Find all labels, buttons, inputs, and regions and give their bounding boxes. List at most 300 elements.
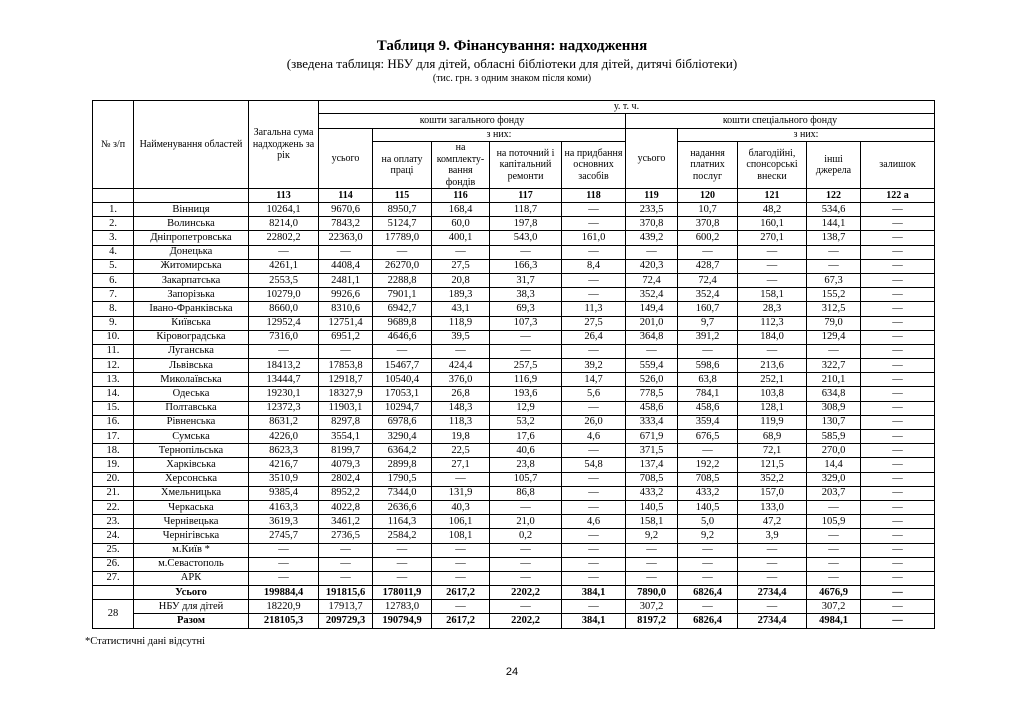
- value-cell: 149,4: [626, 302, 678, 316]
- value-cell: 458,6: [678, 401, 738, 415]
- value-cell: 107,3: [490, 316, 562, 330]
- value-cell: 48,2: [738, 203, 807, 217]
- value-cell: 12372,3: [249, 401, 319, 415]
- row-number: 8.: [93, 302, 134, 316]
- value-cell: 4,6: [562, 515, 626, 529]
- col-header-special-total: усього: [626, 129, 678, 189]
- row-number: 20.: [93, 472, 134, 486]
- value-cell: 130,7: [807, 415, 861, 429]
- row-number: 12.: [93, 359, 134, 373]
- code-cell: 121: [738, 189, 807, 203]
- value-cell: 433,2: [678, 486, 738, 500]
- footnote: *Статистичні дані відсутні: [85, 636, 206, 647]
- value-cell: 54,8: [562, 458, 626, 472]
- value-cell: —: [861, 500, 935, 514]
- value-cell: —: [861, 444, 935, 458]
- table-subtitle: (зведена таблиця: НБУ для дітей, обласні бібліотеки для дітей, дитячі бібліотеки): [286, 56, 738, 71]
- code-cell: 122: [807, 189, 861, 203]
- table-row: [93, 387, 935, 401]
- value-cell: —: [738, 273, 807, 287]
- value-cell: —: [432, 245, 490, 259]
- col-header-total: Загальна сума надходжень за рік: [249, 101, 319, 189]
- row-number: 28: [93, 600, 134, 628]
- code-cell: 116: [432, 189, 490, 203]
- value-cell: —: [678, 571, 738, 585]
- value-cell: 10264,1: [249, 203, 319, 217]
- value-cell: 252,1: [738, 373, 807, 387]
- value-cell: 424,4: [432, 359, 490, 373]
- value-cell: 8950,7: [373, 203, 432, 217]
- region-name: Житомирська: [134, 259, 249, 273]
- row-number: 9.: [93, 316, 134, 330]
- value-cell: 6942,7: [373, 302, 432, 316]
- value-cell: —: [738, 259, 807, 273]
- region-name: м.Київ *: [134, 543, 249, 557]
- value-cell: 585,9: [807, 430, 861, 444]
- value-cell: —: [861, 373, 935, 387]
- code-cell: [93, 189, 134, 203]
- value-cell: —: [432, 557, 490, 571]
- col-header-region: Найменування областей: [134, 101, 249, 189]
- value-cell: 233,5: [626, 203, 678, 217]
- value-cell: 86,8: [490, 486, 562, 500]
- value-cell: 676,5: [678, 430, 738, 444]
- value-cell: 4226,0: [249, 430, 319, 444]
- row-number: 3.: [93, 231, 134, 245]
- value-cell: —: [562, 529, 626, 543]
- region-name: Львівська: [134, 359, 249, 373]
- value-cell: 69,3: [490, 302, 562, 316]
- value-cell: 8214,0: [249, 217, 319, 231]
- value-cell: 68,9: [738, 430, 807, 444]
- value-cell: —: [861, 515, 935, 529]
- value-cell: 112,3: [738, 316, 807, 330]
- region-name: Запорізька: [134, 288, 249, 302]
- value-cell: 63,8: [678, 373, 738, 387]
- value-cell: —: [861, 387, 935, 401]
- value-cell: 203,7: [807, 486, 861, 500]
- value-cell: 27,5: [562, 316, 626, 330]
- region-name: Чернівецька: [134, 515, 249, 529]
- code-cell: 113: [249, 189, 319, 203]
- row-number: 23.: [93, 515, 134, 529]
- value-cell: —: [678, 344, 738, 358]
- value-cell: 391,2: [678, 330, 738, 344]
- value-cell: —: [738, 600, 807, 614]
- value-cell: 2636,6: [373, 500, 432, 514]
- total-row: [93, 586, 935, 600]
- value-cell: 5,0: [678, 515, 738, 529]
- value-cell: 270,1: [738, 231, 807, 245]
- value-cell: 384,1: [562, 614, 626, 628]
- value-cell: 17789,0: [373, 231, 432, 245]
- value-cell: 18327,9: [319, 387, 373, 401]
- value-cell: 312,5: [807, 302, 861, 316]
- value-cell: 4163,3: [249, 500, 319, 514]
- value-cell: —: [861, 557, 935, 571]
- value-cell: 137,4: [626, 458, 678, 472]
- table-row: [93, 330, 935, 344]
- value-cell: —: [807, 245, 861, 259]
- region-name: Дніпропетровська: [134, 231, 249, 245]
- value-cell: 19230,1: [249, 387, 319, 401]
- region-name: Харківська: [134, 458, 249, 472]
- value-cell: —: [861, 302, 935, 316]
- value-cell: —: [562, 344, 626, 358]
- value-cell: —: [562, 557, 626, 571]
- row-number: 1.: [93, 203, 134, 217]
- table-row: [93, 515, 935, 529]
- value-cell: —: [490, 571, 562, 585]
- value-cell: —: [807, 529, 861, 543]
- value-cell: 39,2: [562, 359, 626, 373]
- value-cell: 26,0: [562, 415, 626, 429]
- region-name: Рівненська: [134, 415, 249, 429]
- value-cell: 671,9: [626, 430, 678, 444]
- table-row: [93, 245, 935, 259]
- value-cell: 2802,4: [319, 472, 373, 486]
- value-cell: 131,9: [432, 486, 490, 500]
- row-number: 4.: [93, 245, 134, 259]
- value-cell: 67,3: [807, 273, 861, 287]
- value-cell: —: [626, 557, 678, 571]
- value-cell: —: [861, 571, 935, 585]
- value-cell: —: [562, 486, 626, 500]
- value-cell: 4,6: [562, 430, 626, 444]
- value-cell: —: [562, 288, 626, 302]
- table-row: [93, 401, 935, 415]
- value-cell: —: [807, 259, 861, 273]
- value-cell: 14,4: [807, 458, 861, 472]
- table-row: [93, 415, 935, 429]
- table-row: [93, 344, 935, 358]
- code-cell: 120: [678, 189, 738, 203]
- value-cell: 352,4: [626, 288, 678, 302]
- value-cell: 201,0: [626, 316, 678, 330]
- value-cell: 4216,7: [249, 458, 319, 472]
- value-cell: 12,9: [490, 401, 562, 415]
- value-cell: 12918,7: [319, 373, 373, 387]
- row-number: 24.: [93, 529, 134, 543]
- value-cell: 6826,4: [678, 586, 738, 600]
- row-number: 17.: [93, 430, 134, 444]
- value-cell: —: [562, 203, 626, 217]
- value-cell: 270,0: [807, 444, 861, 458]
- value-cell: 3461,2: [319, 515, 373, 529]
- value-cell: —: [738, 557, 807, 571]
- grand-total-label: Разом: [134, 614, 249, 628]
- value-cell: 40,3: [432, 500, 490, 514]
- value-cell: 184,0: [738, 330, 807, 344]
- page-number: 24: [505, 666, 519, 678]
- value-cell: 3,9: [738, 529, 807, 543]
- total-label: Усього: [134, 586, 249, 600]
- value-cell: 28,3: [738, 302, 807, 316]
- value-cell: 352,2: [738, 472, 807, 486]
- table-row: [93, 373, 935, 387]
- value-cell: 116,9: [490, 373, 562, 387]
- value-cell: 2202,2: [490, 586, 562, 600]
- value-cell: —: [807, 557, 861, 571]
- value-cell: 2734,4: [738, 614, 807, 628]
- value-cell: 12952,4: [249, 316, 319, 330]
- value-cell: 634,8: [807, 387, 861, 401]
- value-cell: 2584,2: [373, 529, 432, 543]
- value-cell: —: [249, 543, 319, 557]
- value-cell: 4408,4: [319, 259, 373, 273]
- value-cell: 14,7: [562, 373, 626, 387]
- value-cell: 158,1: [738, 288, 807, 302]
- value-cell: —: [319, 557, 373, 571]
- value-cell: 534,6: [807, 203, 861, 217]
- value-cell: —: [807, 571, 861, 585]
- value-cell: —: [861, 273, 935, 287]
- region-name: Черкаська: [134, 500, 249, 514]
- value-cell: —: [861, 486, 935, 500]
- value-cell: —: [562, 273, 626, 287]
- value-cell: 10540,4: [373, 373, 432, 387]
- region-name: АРК: [134, 571, 249, 585]
- value-cell: —: [678, 245, 738, 259]
- value-cell: 10279,0: [249, 288, 319, 302]
- value-cell: —: [678, 557, 738, 571]
- value-cell: 155,2: [807, 288, 861, 302]
- code-cell: 122 а: [861, 189, 935, 203]
- value-cell: 6364,2: [373, 444, 432, 458]
- value-cell: 13444,7: [249, 373, 319, 387]
- region-name: НБУ для дітей: [134, 600, 249, 614]
- value-cell: 9670,6: [319, 203, 373, 217]
- value-cell: 708,5: [626, 472, 678, 486]
- table-row: [93, 302, 935, 316]
- region-name: Херсонська: [134, 472, 249, 486]
- value-cell: —: [432, 472, 490, 486]
- value-cell: —: [373, 557, 432, 571]
- value-cell: —: [490, 557, 562, 571]
- value-cell: —: [861, 245, 935, 259]
- code-cell: 117: [490, 189, 562, 203]
- value-cell: 213,6: [738, 359, 807, 373]
- region-name: Хмельницька: [134, 486, 249, 500]
- value-cell: 9,7: [678, 316, 738, 330]
- value-cell: —: [861, 316, 935, 330]
- region-name: Закарпатська: [134, 273, 249, 287]
- value-cell: 9,2: [626, 529, 678, 543]
- value-cell: 5124,7: [373, 217, 432, 231]
- value-cell: 7344,0: [373, 486, 432, 500]
- value-cell: 108,1: [432, 529, 490, 543]
- value-cell: 39,5: [432, 330, 490, 344]
- value-cell: —: [432, 571, 490, 585]
- value-cell: 784,1: [678, 387, 738, 401]
- value-cell: —: [490, 500, 562, 514]
- value-cell: 4984,1: [807, 614, 861, 628]
- region-name: Тернопільська: [134, 444, 249, 458]
- value-cell: 559,4: [626, 359, 678, 373]
- col-header-special-fund: кошти спеціального фонду: [626, 114, 935, 129]
- value-cell: 2617,2: [432, 586, 490, 600]
- value-cell: 2734,4: [738, 586, 807, 600]
- table-row: [93, 316, 935, 330]
- region-name: м.Севастополь: [134, 557, 249, 571]
- value-cell: 257,5: [490, 359, 562, 373]
- value-cell: 10,7: [678, 203, 738, 217]
- column-codes-row: [93, 189, 935, 203]
- value-cell: —: [319, 571, 373, 585]
- value-cell: 157,0: [738, 486, 807, 500]
- value-cell: —: [490, 543, 562, 557]
- col-header-fixed-assets: на придбання основних засобів: [562, 142, 626, 189]
- value-cell: 26,8: [432, 387, 490, 401]
- value-cell: 160,7: [678, 302, 738, 316]
- value-cell: 4261,1: [249, 259, 319, 273]
- table-row: [93, 557, 935, 571]
- value-cell: 103,8: [738, 387, 807, 401]
- value-cell: 1164,3: [373, 515, 432, 529]
- value-cell: 53,2: [490, 415, 562, 429]
- row-number: 26.: [93, 557, 134, 571]
- value-cell: —: [249, 571, 319, 585]
- value-cell: 21,0: [490, 515, 562, 529]
- units-note: (тис. грн. з одним знаком після коми): [432, 73, 592, 84]
- value-cell: 4646,6: [373, 330, 432, 344]
- row-number: 21.: [93, 486, 134, 500]
- value-cell: 433,2: [626, 486, 678, 500]
- value-cell: 4676,9: [807, 586, 861, 600]
- value-cell: 105,9: [807, 515, 861, 529]
- value-cell: 72,4: [626, 273, 678, 287]
- col-header-special-of-which: з них:: [678, 129, 935, 142]
- value-cell: 193,6: [490, 387, 562, 401]
- table-row: [93, 203, 935, 217]
- value-cell: 12783,0: [373, 600, 432, 614]
- code-cell: 118: [562, 189, 626, 203]
- row-number: 27.: [93, 571, 134, 585]
- value-cell: —: [861, 359, 935, 373]
- value-cell: 191815,6: [319, 586, 373, 600]
- value-cell: —: [738, 245, 807, 259]
- value-cell: 129,4: [807, 330, 861, 344]
- value-cell: 4022,8: [319, 500, 373, 514]
- value-cell: 31,7: [490, 273, 562, 287]
- value-cell: 2745,7: [249, 529, 319, 543]
- value-cell: —: [626, 344, 678, 358]
- value-cell: 12751,4: [319, 316, 373, 330]
- value-cell: 15467,7: [373, 359, 432, 373]
- value-cell: —: [807, 500, 861, 514]
- value-cell: —: [562, 401, 626, 415]
- value-cell: —: [861, 614, 935, 628]
- value-cell: 9926,6: [319, 288, 373, 302]
- row-number: 18.: [93, 444, 134, 458]
- row-number: [93, 586, 134, 600]
- col-header-no: № з/п: [93, 101, 134, 189]
- col-header-charity: благодійні, спонсорські внески: [738, 142, 807, 189]
- value-cell: 17913,7: [319, 600, 373, 614]
- value-cell: 307,2: [626, 600, 678, 614]
- value-cell: 9385,4: [249, 486, 319, 500]
- value-cell: —: [626, 543, 678, 557]
- value-cell: 192,2: [678, 458, 738, 472]
- value-cell: —: [738, 344, 807, 358]
- value-cell: 359,4: [678, 415, 738, 429]
- value-cell: 23,8: [490, 458, 562, 472]
- value-cell: —: [249, 344, 319, 358]
- value-cell: —: [678, 543, 738, 557]
- value-cell: 2736,5: [319, 529, 373, 543]
- value-cell: —: [861, 529, 935, 543]
- row-number: 7.: [93, 288, 134, 302]
- value-cell: —: [373, 571, 432, 585]
- value-cell: 121,5: [738, 458, 807, 472]
- value-cell: 364,8: [626, 330, 678, 344]
- table-row: [93, 529, 935, 543]
- value-cell: 2202,2: [490, 614, 562, 628]
- value-cell: 209729,3: [319, 614, 373, 628]
- value-cell: 72,4: [678, 273, 738, 287]
- value-cell: —: [562, 600, 626, 614]
- table-row: [93, 259, 935, 273]
- value-cell: 8297,8: [319, 415, 373, 429]
- value-cell: 79,0: [807, 316, 861, 330]
- value-cell: 8197,2: [626, 614, 678, 628]
- region-name: Одеська: [134, 387, 249, 401]
- value-cell: 60,0: [432, 217, 490, 231]
- region-name: Донецька: [134, 245, 249, 259]
- value-cell: 17053,1: [373, 387, 432, 401]
- value-cell: —: [861, 586, 935, 600]
- row-number: 14.: [93, 387, 134, 401]
- row-number: 15.: [93, 401, 134, 415]
- value-cell: 428,7: [678, 259, 738, 273]
- value-cell: —: [373, 245, 432, 259]
- value-cell: 22,5: [432, 444, 490, 458]
- region-name: Кіровоградська: [134, 330, 249, 344]
- value-cell: —: [861, 344, 935, 358]
- value-cell: 138,7: [807, 231, 861, 245]
- value-cell: 72,1: [738, 444, 807, 458]
- row-number: 2.: [93, 217, 134, 231]
- value-cell: 11,3: [562, 302, 626, 316]
- value-cell: 199884,4: [249, 586, 319, 600]
- value-cell: 197,8: [490, 217, 562, 231]
- value-cell: 4079,3: [319, 458, 373, 472]
- value-cell: 140,5: [626, 500, 678, 514]
- value-cell: 128,1: [738, 401, 807, 415]
- value-cell: 9,2: [678, 529, 738, 543]
- financing-table: [92, 100, 935, 629]
- value-cell: 598,6: [678, 359, 738, 373]
- value-cell: 8,4: [562, 259, 626, 273]
- col-header-general-of-which: з них:: [373, 129, 626, 142]
- value-cell: 308,9: [807, 401, 861, 415]
- value-cell: 190794,9: [373, 614, 432, 628]
- value-cell: 7890,0: [626, 586, 678, 600]
- region-name: Полтавська: [134, 401, 249, 415]
- table-row: [93, 458, 935, 472]
- row-number: 6.: [93, 273, 134, 287]
- value-cell: 40,6: [490, 444, 562, 458]
- value-cell: 307,2: [807, 600, 861, 614]
- value-cell: —: [432, 543, 490, 557]
- value-cell: 8952,2: [319, 486, 373, 500]
- value-cell: —: [678, 444, 738, 458]
- value-cell: 148,3: [432, 401, 490, 415]
- value-cell: 218105,3: [249, 614, 319, 628]
- value-cell: 19,8: [432, 430, 490, 444]
- value-cell: 22802,2: [249, 231, 319, 245]
- value-cell: —: [319, 543, 373, 557]
